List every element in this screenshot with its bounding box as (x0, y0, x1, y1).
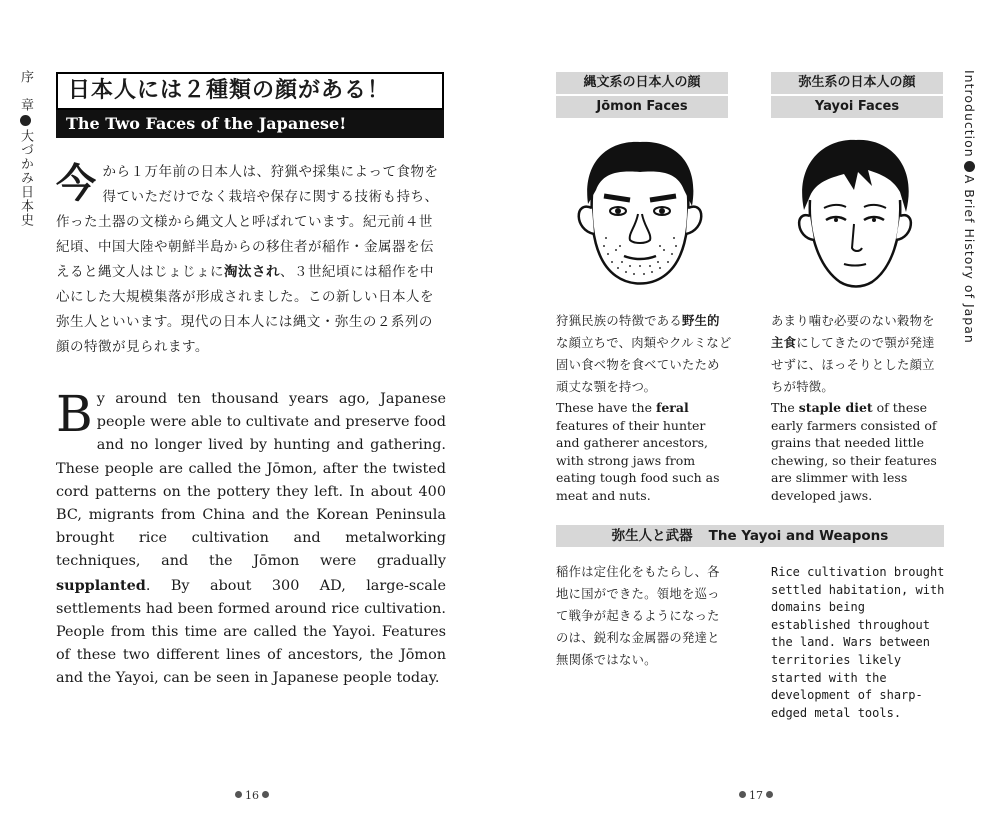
jomon-desc-jp-bold: 野生的 (681, 314, 720, 328)
jomon-heading (556, 72, 728, 118)
jomon-desc-jp (556, 310, 732, 398)
yayoi-desc-en-bold: staple diet (798, 400, 873, 415)
jomon-heading-jp: 縄文系の日本人の顔 (556, 72, 728, 96)
section-title-en: The Two Faces of the Japanese! (56, 110, 444, 138)
jomon-desc-en-text: These have the (556, 400, 656, 415)
weapons-body-en: Rice cultivation brought settled habitation, with domains being established throughout the land. Wars between territories likely started with the development of sharp-edged metal tools. (771, 565, 945, 720)
yayoi-heading (771, 72, 943, 118)
jp-body-2: 、３世紀頃には稲作を中心にした大規模集落が形成されました。この新しい日本人を弥生人といいます。現代の日本人には縄文・弥生の２系列の顔の特徴が見られます。 (56, 264, 434, 355)
jomon-desc-en-text-2: features of their hunter and gatherer ancestors, with strong jaws from eating tough food such as meat and nuts. (556, 417, 720, 503)
bullet-icon (964, 161, 975, 172)
running-head-chapter: 序 章 (18, 70, 33, 112)
page-number-value: 16 (245, 789, 259, 802)
jomon-heading-en: Jōmon Faces (596, 99, 688, 114)
running-head-right (962, 70, 977, 344)
bullet-icon (739, 791, 746, 798)
yayoi-heading-en: Yayoi Faces (814, 99, 900, 114)
jomon-face-illustration (560, 130, 720, 295)
jp-bold-term: 淘汰され (224, 264, 280, 280)
bullet-icon (766, 791, 773, 798)
jomon-desc-en (556, 399, 732, 505)
running-head-subtitle: A Brief History of Japan (962, 174, 977, 344)
jomon-desc-jp-text: 狩猟民族の特徴である (556, 314, 682, 328)
bullet-icon (20, 115, 31, 126)
yayoi-desc-jp-text: あまり噛む必要のない穀物を (771, 314, 935, 328)
en-body: y around ten thousand years ago, Japanese people were able to cultivate and preserve food and no longer lived by hunting and gathering. These people are called the Jōmon, after the twisted cord patterns on the pottery they left. In about 400 BC, migrants from China and the Korean Peninsula brought rice cultivation and metalworking techniques, and the Jōmon were gradually (56, 391, 446, 570)
jomon-desc-en-bold: feral (655, 400, 689, 415)
yayoi-desc-jp-text-2: にしてきたので顎が発達せずに、ほっそりとした顔立ちが特徴。 (771, 336, 935, 394)
yayoi-desc-jp-bold: 主食 (771, 336, 797, 350)
weapons-body-jp: 稲作は定住化をもたらし、各地に国ができた。領地を巡って戦争が起きるようになったのは、鋭利な金属器の発達と無関係ではない。 (556, 565, 720, 667)
page-number-value: 17 (749, 789, 763, 802)
bullet-icon (262, 791, 269, 798)
english-paragraph (56, 385, 446, 691)
jp-body: から１万年前の日本人は、狩猟や採集によって食物を得ていただけでなく栽培や保存に関する技術も持ち、作った土器の文様から縄文人と呼ばれています。紀元前４世紀頃、中国大陸や朝鮮半島からの移住者が稲作・金属器を伝えると縄文人はじょじょに (56, 164, 439, 280)
yayoi-desc-en (771, 399, 947, 505)
en-bold-term: supplanted (56, 576, 146, 594)
running-head-left (16, 70, 35, 227)
weapons-heading (556, 525, 944, 547)
running-head-intro: Introduction (962, 70, 977, 158)
yayoi-desc-en-text-2: of these early farmers consisted of grains that needed little chewing, so their features are slimmer with less developed jaws. (771, 400, 937, 503)
jp-dropcap: 今 (56, 161, 97, 207)
weapons-heading-en: The Yayoi and Weapons (708, 528, 889, 544)
bullet-icon (235, 791, 242, 798)
weapons-heading-jp: 弥生人と武器 (611, 528, 693, 544)
jomon-desc-jp-text-2: な顔立ちで、肉類やクルミなど固い食べ物を食べていたため頑丈な顎を持つ。 (556, 336, 732, 394)
page-number-left (232, 789, 272, 802)
yayoi-face-illustration (780, 130, 930, 295)
section-title-jp: 日本人には２種類の顔がある！ (56, 72, 444, 110)
en-dropcap: B (56, 385, 93, 443)
yayoi-desc-en-text: The (771, 400, 799, 415)
yayoi-desc-jp (771, 310, 947, 398)
running-head-title: 大づかみ日本史 (18, 129, 33, 227)
page-number-right (736, 789, 776, 802)
en-body-2: . By about 300 AD, large-scale settlements had been formed around rice cultivation. People from this time are called the Yayoi. Features of these two different lines of ancestors, the Jōmon and the Yayoi, can be seen in Japanese people today. (56, 577, 446, 687)
yayoi-heading-jp: 弥生系の日本人の顔 (771, 72, 943, 96)
japanese-paragraph (56, 160, 446, 360)
